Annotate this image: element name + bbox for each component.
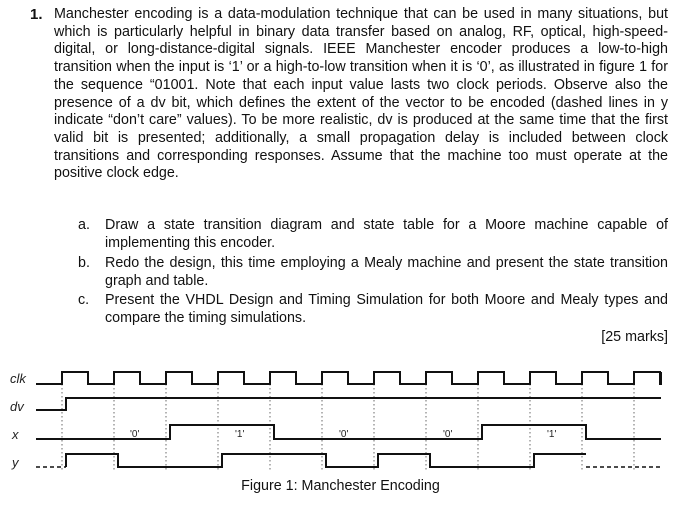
x-bit-label: '0'	[339, 429, 349, 440]
part-text: Redo the design, this time employing a Mealy machine and present the state transition graph and table.	[105, 255, 668, 289]
question-text: Manchester encoding is a data-modulation technique that can be used in many situations, but which is particularly helpful in binary data transfer based on analog, RF, optical, high-speed-digital, or long-distance-digital signals. IEEE Manchester encoder produces a low-to-high transition when the input is ‘1’ or a high-to-low transition when it is ‘0’, as illustrated in figure 1 for the sequence “01001. Note that each input value lasts two clock periods. Observe also the presence of a dv bit, which defines the extent of the vector to be encoded (dashed lines in y indicate “don’t care” values). To be more realistic, dv is produced at the same time that the first valid bit is presented; additionally, a small propagation delay is included between clock transitions and corresponding responses. Assume that the machine too must operate at the positive clock edge.	[54, 6, 668, 182]
dv-label: dv	[10, 399, 24, 414]
timing-diagram	[0, 360, 681, 478]
dv-waveform	[36, 398, 661, 410]
x-bit-label: '0'	[443, 429, 453, 440]
x-label: x	[12, 427, 19, 442]
part-text: Draw a state transition diagram and state table for a Moore machine capable of implementing this encoder.	[105, 217, 668, 251]
question-number: 1.	[30, 6, 43, 23]
x-bit-label: '0'	[130, 429, 140, 440]
clk-label: clk	[10, 371, 26, 386]
x-bit-label: '1'	[235, 429, 245, 440]
part-label: a.	[78, 217, 90, 233]
y-waveform	[66, 454, 586, 467]
part-text: Present the VHDL Design and Timing Simulation for both Moore and Mealy types and compare the timing simulations.	[105, 292, 668, 326]
clk-waveform	[36, 372, 661, 384]
clock-edge-guides	[62, 372, 634, 470]
marks-label: [25 marks]	[601, 329, 668, 345]
figure-caption: Figure 1: Manchester Encoding	[241, 478, 440, 494]
part-label: b.	[78, 255, 90, 271]
y-label: y	[12, 455, 19, 470]
x-bit-label: '1'	[547, 429, 557, 440]
part-label: c.	[78, 292, 90, 308]
